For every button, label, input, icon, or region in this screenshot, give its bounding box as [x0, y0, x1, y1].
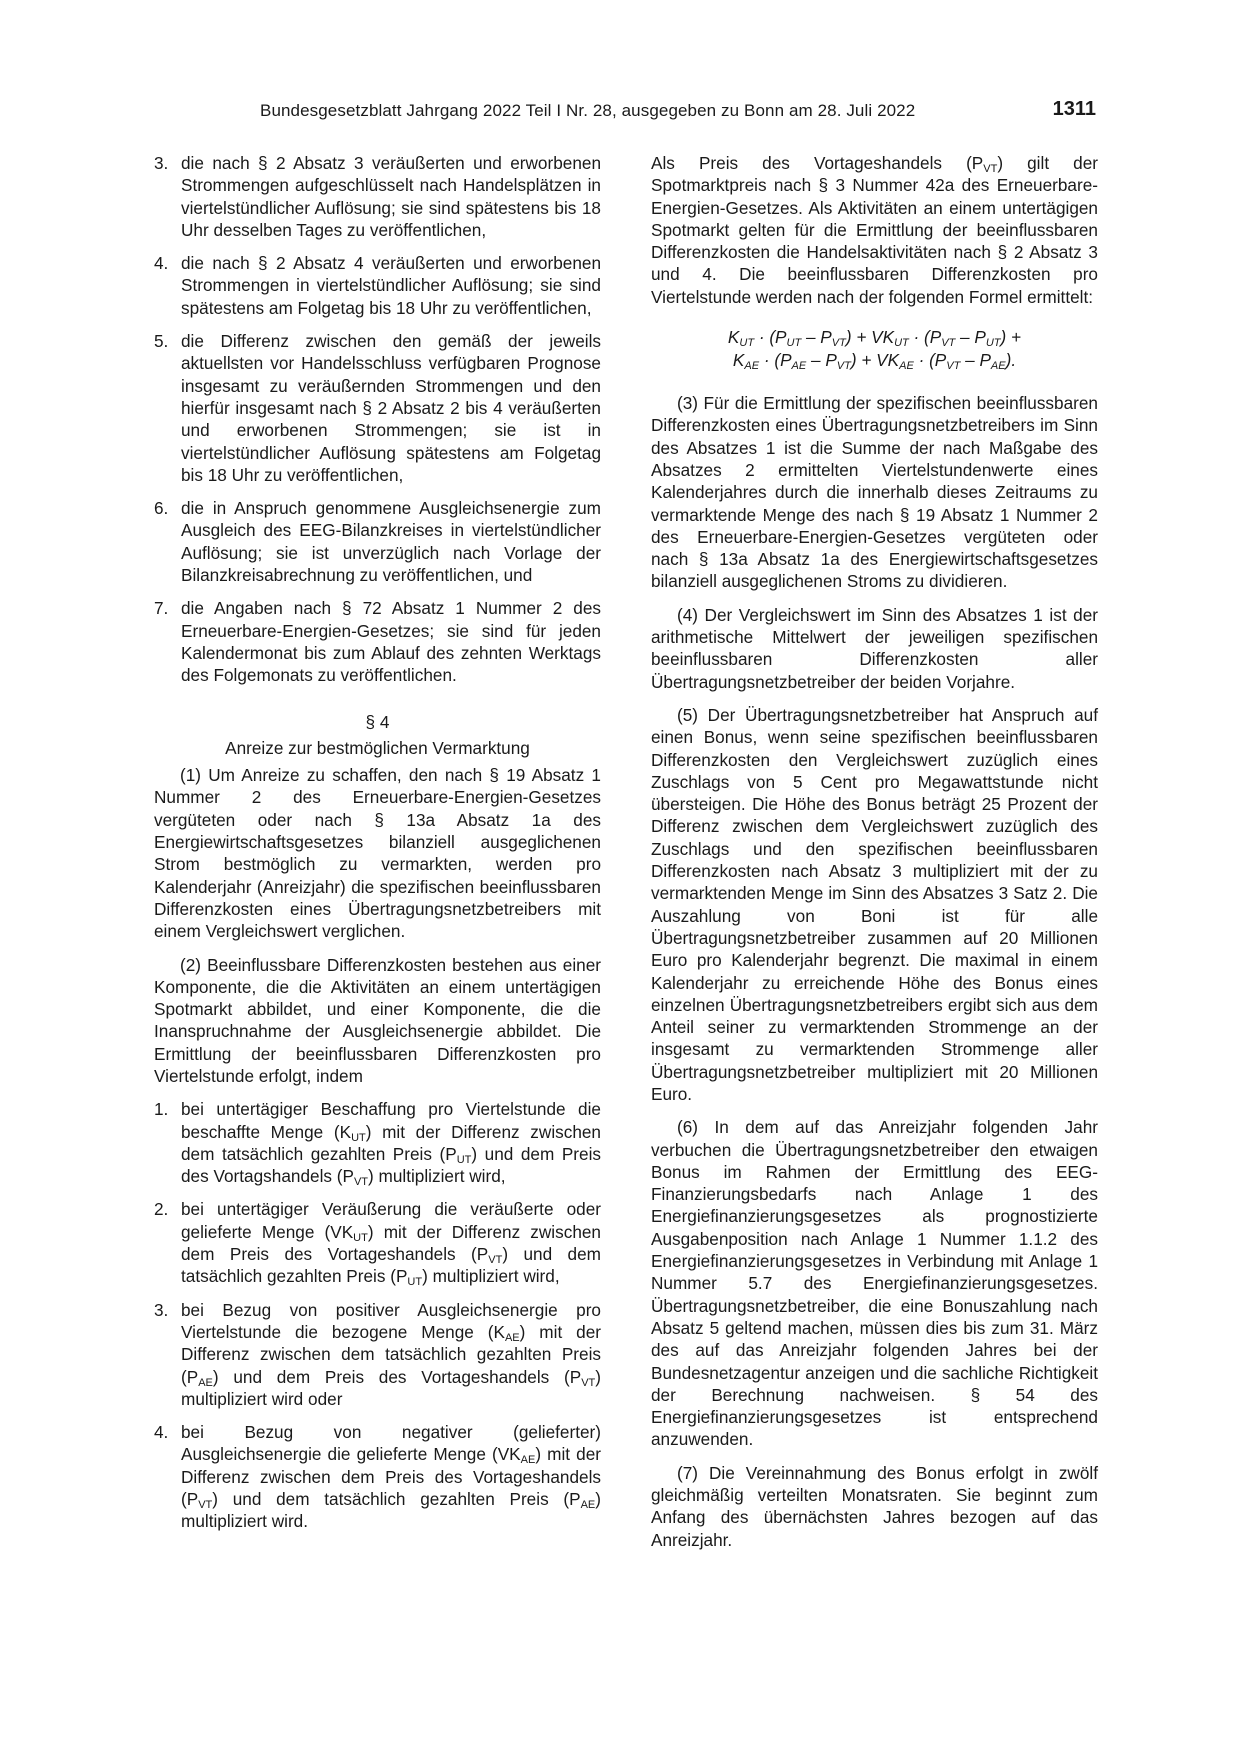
right-column: [651, 152, 1098, 1551]
formula: [651, 326, 1098, 372]
formula-line-1: $K_{UT} \cdot (P_{UT} - P_{VT}) + VK_{UT} \cdot (P_{VT} - P_{UT})$ +: [727, 327, 1022, 350]
list-item: 3. die nach § 2 Absatz 3 veräußerten und erworbenen Strommengen aufgeschlüsselt nach Handelsplätzen in viertelstündlicher Auflösung; sie sind spätestens bis 18 Uhr desselben Tages zu veröffentlichen,: [154, 153, 601, 240]
list-item: 4. bei Bezug von negativer (gelieferter) Ausgleichsenergie die gelieferte Menge $(VK_{AE})$ mit der Differenz zwischen dem Preis des Vortageshandels $(P_{VT})$ und dem tatsächlich gezahlten Preis $(P_{AE})$ multipliziert wird.: [154, 1422, 601, 1532]
paragraph: (2) Beeinflussbare Differenzkosten bestehen aus einer Komponente, die die Aktivitäten an einem untertägigen Spotmarkt abbildet, und einer Komponente, die die Inanspruchnahme der Ausgleichsenergie abbildet. Die Ermittlung der beeinflussbaren Differenzkosten pro Viertelstunde erfolgt, indem: [154, 954, 601, 1086]
list-item: 2. bei untertägiger Veräußerung die veräußerte oder gelieferte Menge $(VK_{UT})$ mit der Differenz zwischen dem Preis des Vortageshandels $(P_{VT})$ und dem tatsächlich gezahlten Preis $(P_{UT})$ multipliziert wird,: [154, 1199, 601, 1289]
paragraph: (7) Die Vereinnahmung des Bonus erfolgt in zwölf gleichmäßig verteilten Monatsraten. Sie beginnt zum Anfang des übernächsten Jahres bezogen auf das Anreizjahr.: [651, 1462, 1098, 1550]
paragraph: (3) Für die Ermittlung der spezifischen beeinflussbaren Differenzkosten eines Übertragungsnetzbetreibers im Sinn des Absatzes 1 ist die Summe der nach Maßgabe des Absatzes 2 ermittelten Viertelstundenwerte eines Kalenderjahres durch die innerhalb dieses Zeitraums zu vermarktende Menge des nach § 19 Absatz 1 Nummer 2 des Erneuerbare-Energien-Gesetzes vergüteten oder nach § 13a Absatz 1a des Energiewirtschaftsgesetzes bilanziell ausgeglichenen Stroms zu dividieren.: [651, 393, 1098, 592]
list-item: 5. die Differenz zwischen den gemäß der jeweils aktuellsten vor Handelsschluss verfügbaren Prognose insgesamt zu veräußernden Strommengen und den hierfür insgesamt nach § 2 Absatz 2 bis 4 veräußerten und erworbenen Strommengen; sie ist in viertelstündlicher Auflösung spätestens am Folgetag bis 18 Uhr zu veröffentlichen,: [154, 331, 601, 485]
section-number: § 4: [365, 711, 390, 732]
paragraph: (5) Der Übertragungsnetzbetreiber hat Anspruch auf einen Bonus, wenn seine spezifischen beeinflussbaren Differenzkosten den Vergleichswert zuzüglich eines Zuschlags von 5 Cent pro Megawattstunde nicht übersteigen. Die Höhe des Bonus beträgt 25 Prozent der Differenz zwischen dem Vergleichswert zuzüglich des Zuschlags und den spezifischen beeinflussbaren Differenzkosten nach Absatz 3 multipliziert mit der zu vermarktenden Menge im Sinn des Absatzes 3 Satz 2. Die Auszahlung von Boni ist für alle Übertragungsnetzbetreiber zusammen auf 20 Millionen Euro pro Kalenderjahr begrenzt. Die maximal in einem Kalenderjahr zu erreichende Höhe des Bonus eines einzelnen Übertragungsnetzbetreibers ergibt sich aus dem Anteil seiner zu vermarktenden Strommenge an der insgesamt zu vermarktenden Strommenge aller Übertragungsnetzbetreiber multipliziert mit 20 Millionen Euro.: [651, 704, 1098, 1104]
list-item: 4. die nach § 2 Absatz 4 veräußerten und erworbenen Strommengen in viertelstündlicher Auflösung; sie sind spätestens am Folgetag bis 18 Uhr zu veröffentlichen,: [154, 253, 601, 318]
left-column: [154, 152, 601, 1533]
paragraph: (6) In dem auf das Anreizjahr folgenden Jahr verbuchen die Übertragungsnetzbetreiber den etwaigen Bonus im Rahmen der Ermittlung des EEG-Finanzierungsbedarfs nach Anlage 1 des Energiefinanzierungsgesetzes als prognostizierte Ausgabenposition nach Anlage 1 Nummer 1.1.2 des Energiefinanzierungsgesetzes in Verbindung mit Anlage 1 Nummer 5.7 des Energiefinanzierungsgesetzes. Übertragungsnetzbetreiber, die eine Bonuszahlung nach Absatz 5 geltend machen, müssen dies bis zum 31. März des auf das Anreizjahr folgenden Jahres bei der Bundesnetzagentur anzeigen und die sachliche Richtigkeit der Berechnung nachweisen. § 54 des Energiefinanzierungsgesetzes ist entsprechend anzuwenden.: [651, 1117, 1098, 1450]
running-header: Bundesgesetzblatt Jahrgang 2022 Teil I Nr. 28, ausgegeben zu Bonn am 28. Juli 2022: [260, 101, 916, 120]
list-item: 6. die in Anspruch genommene Ausgleichsenergie zum Ausgleich des EEG-Bilanzkreises in viertelstündlicher Auflösung; sie ist unverzüglich nach Vorlage der Bilanzkreisabrechnung zu veröffentlichen, und: [154, 498, 601, 586]
paragraph: (4) Der Vergleichswert im Sinn des Absatzes 1 ist der arithmetische Mittelwert der jeweiligen spezifischen beeinflussbaren Differenzkosten aller Übertragungsnetzbetreiber der beiden Vorjahre.: [651, 604, 1098, 692]
paragraph: (1) Um Anreize zu schaffen, den nach § 19 Absatz 1 Nummer 2 des Erneuerbare-Energien-Gesetzes vergüteten oder nach § 13a Absatz 1a des Energiewirtschaftsgesetzes bilanziell ausgeglichenen Strom bestmöglich zu vermarkten, werden pro Kalenderjahr (Anreizjahr) die spezifischen beeinflussbaren Differenzkosten eines Übertragungsnetzbetreibers mit einem Vergleichswert verglichen.: [154, 765, 601, 942]
list-item: 7. die Angaben nach § 72 Absatz 1 Nummer 2 des Erneuerbare-Energien-Gesetzes; sie sind für jeden Kalendermonat bis zum Ablauf des zehnten Werktags des Folgemonats zu veröffentlichen.: [154, 598, 601, 686]
page-number: 1311: [1052, 98, 1096, 120]
list-item: 1. bei untertägiger Beschaffung pro Viertelstunde die beschaffte Menge $(K_{UT})$ mit der Differenz zwischen dem tatsächlich gezahlten Preis $(P_{UT})$ und dem Preis des Vortagshandels $(P_{VT})$ multipliziert wird,: [154, 1099, 601, 1189]
section-title: Anreize zur bestmöglichen Vermarktung: [225, 737, 530, 758]
paragraph: Als Preis des Vortageshandels $(P_{VT})$ gilt der Spotmarktpreis nach § 3 Nummer 42a des Erneuerbare-Energien-Gesetzes. Als Aktivitäten an einem untertägigen Spotmarkt gelten für die Ermittlung der beeinflussbaren Differenzkosten die Handelsaktivitäten nach § 2 Absatz 3 und 4. Die beeinflussbaren Differenzkosten pro Viertelstunde werden nach der folgenden Formel ermittelt:: [651, 153, 1098, 307]
page-header: [150, 98, 1096, 124]
list-item: 3. bei Bezug von positiver Ausgleichsenergie pro Viertelstunde die bezogene Menge $(K_{AE})$ mit der Differenz zwischen dem tatsächlich gezahlten Preis $(P_{AE})$ und dem Preis des Vortageshandels $(P_{VT})$ multipliziert wird oder: [154, 1299, 601, 1409]
formula-line-2: $K_{AE} \cdot (P_{AE} - P_{VT}) + VK_{AE} \cdot (P_{VT} - P_{AE})$.: [732, 350, 1017, 373]
